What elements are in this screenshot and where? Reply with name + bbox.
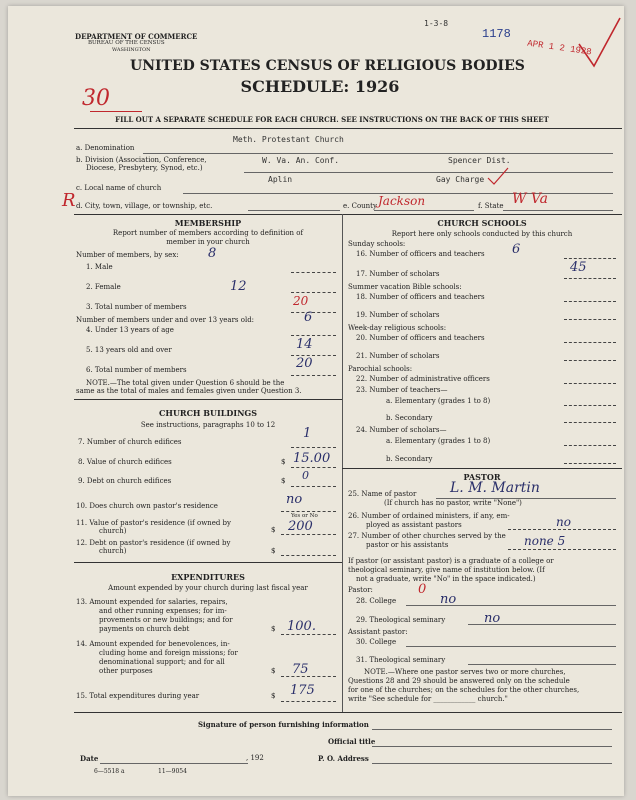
county-label: e. County xyxy=(343,202,377,210)
signature-line xyxy=(372,729,612,730)
po-address-line xyxy=(372,763,612,764)
q15-line xyxy=(281,701,336,702)
q13-label-3: provements or new buildings; and for xyxy=(99,616,233,624)
check-mark-icon xyxy=(486,166,510,186)
q26-value: no xyxy=(556,515,571,529)
schools-heading: CHURCH SCHOOLS xyxy=(437,218,527,228)
q31-line xyxy=(468,664,616,665)
q10-value: no xyxy=(286,492,303,507)
q23b-label: b. Secondary xyxy=(386,414,433,422)
q12-label: 12. Debt on pastor's residence (if owned by xyxy=(76,539,231,547)
q13-dollar: $ xyxy=(271,625,276,633)
local-name-label: c. Local name of church xyxy=(76,184,162,192)
q26-line xyxy=(508,529,616,530)
q15-label: 15. Total expenditures during year xyxy=(76,692,200,700)
q13-label: 13. Amount expended for salaries, repairs, xyxy=(76,598,228,606)
bureau-line: BUREAU OF THE CENSUS xyxy=(88,40,165,46)
q22-line xyxy=(564,383,616,384)
q20-label: 20. Number of officers and teachers xyxy=(356,334,485,342)
q21-line xyxy=(564,360,616,361)
q28-line xyxy=(406,605,616,606)
red-r-annotation: R xyxy=(62,190,76,211)
q25-label: 25. Name of pastor xyxy=(348,490,417,498)
q9-line xyxy=(291,486,336,487)
q4-label: 4. Under 13 years of age xyxy=(86,326,174,334)
q1-value: 8 xyxy=(208,246,217,261)
q12-line xyxy=(281,555,336,556)
q11-label: 11. Value of pastor's residence (if owned by xyxy=(76,519,231,527)
q14-value: 75 xyxy=(292,662,309,677)
q31-label: 31. Theological seminary xyxy=(356,656,446,664)
header-rule xyxy=(74,128,622,129)
grad-note-1: If pastor (or assistant pastor) is a graduate of a college or xyxy=(348,557,554,565)
schools-sub: Report here only schools conducted by this church xyxy=(391,230,573,238)
column-divider xyxy=(342,214,343,712)
age-intro: Number of members under and over 13 years old: xyxy=(76,316,255,324)
buildings-heading: CHURCH BUILDINGS xyxy=(159,408,257,418)
q3-line xyxy=(291,312,336,313)
q28-mark: 0 xyxy=(418,582,427,597)
q7-label: 7. Number of church edifices xyxy=(78,438,182,446)
division-line xyxy=(244,172,613,173)
pastor-note-3: for one of the churches; on the schedules for the other churches, xyxy=(348,686,580,694)
section-rule xyxy=(74,214,622,215)
denomination-line xyxy=(143,153,613,154)
q24b-label: b. Secondary xyxy=(386,455,433,463)
division-value: W. Va. An. Conf. xyxy=(262,156,340,165)
q3-value: 20 xyxy=(293,294,309,308)
q13-value: 100. xyxy=(287,619,316,634)
q2-label: 2. Female xyxy=(86,283,121,291)
q14-label-2: cluding home and foreign missions; for xyxy=(99,649,238,657)
state-label: f. State xyxy=(478,202,504,210)
q8-dollar: $ xyxy=(281,458,286,466)
q22-label: 22. Number of administrative officers xyxy=(356,375,490,383)
local-name-value: Aplin xyxy=(268,175,293,184)
q15-value: 175 xyxy=(290,683,315,698)
q2-line xyxy=(291,292,336,293)
vacation-label: Summer vacation Bible schools: xyxy=(348,283,462,291)
division-label-2: Diocese, Presbytery, Synod, etc.) xyxy=(86,164,203,172)
q17-line xyxy=(564,278,616,279)
date-label: Date xyxy=(80,754,99,763)
parochial-label: Parochial schools: xyxy=(348,365,413,373)
membership-note-2: same as the total of males and females given under Question 3. xyxy=(76,387,302,395)
grad-note-3: not a graduate, write "No" in the space indicated.) xyxy=(356,575,536,583)
q26-label-2: ployed as assistant pastors xyxy=(366,521,462,529)
q3-label: 3. Total number of members xyxy=(86,303,187,311)
q16-line xyxy=(564,258,616,259)
q18-line xyxy=(564,301,616,302)
q30-line xyxy=(406,646,616,647)
q28-label: 28. College xyxy=(356,597,397,605)
membership-rule xyxy=(74,399,342,400)
form-code-2: 11—9054 xyxy=(158,768,187,775)
q23a-label: a. Elementary (grades 1 to 8) xyxy=(386,397,491,405)
official-title-label: Official title xyxy=(328,737,376,746)
q14-label-3: denominational support; and for all xyxy=(99,658,225,666)
denomination-value: Meth. Protestant Church xyxy=(233,135,344,144)
q2-value: 12 xyxy=(230,279,247,294)
q13-label-4: payments on church debt xyxy=(99,625,190,633)
grad-note-2: theological seminary, give name of institution below. (If xyxy=(348,566,545,574)
q26-label: 26. Number of ordained ministers, if any, em- xyxy=(348,512,510,520)
po-address-label: P. O. Address xyxy=(318,754,369,763)
q27-line xyxy=(508,549,616,550)
signature-label: Signature of person furnishing information xyxy=(198,720,369,729)
city-line: WASHINGTON xyxy=(112,47,151,53)
membership-note: NOTE.—The total given under Question 6 should be the xyxy=(86,379,285,387)
q11-line xyxy=(281,534,336,535)
date-line xyxy=(100,763,248,764)
county-line xyxy=(374,210,474,211)
weekday-label: Week-day religious schools: xyxy=(348,324,447,332)
q27-label-2: pastor or his assistants xyxy=(366,541,449,549)
q24a-line xyxy=(564,445,616,446)
q10-line xyxy=(281,511,336,512)
division-label: b. Division (Association, Conference, xyxy=(76,156,207,164)
q9-dollar: $ xyxy=(281,477,286,485)
q6-line xyxy=(291,375,336,376)
q23-label: 23. Number of teachers— xyxy=(356,386,448,394)
expenditures-sub: Amount expended by your church during last fiscal year xyxy=(108,584,308,592)
district-value: Spencer Dist. xyxy=(448,156,511,165)
q23a-line xyxy=(564,405,616,406)
q8-value: 15.00 xyxy=(293,451,331,466)
received-date-stamp: APR 1 2 1928 xyxy=(526,38,593,58)
q25-value: L. M. Martin xyxy=(450,480,540,496)
form-subtitle: SCHEDULE: 1926 xyxy=(240,77,400,96)
pastor-note-1: NOTE.—Where one pastor serves two or more churches, xyxy=(364,668,566,676)
q19-line xyxy=(564,319,616,320)
state-line xyxy=(503,210,613,211)
q13-line xyxy=(281,634,336,635)
q15-dollar: $ xyxy=(271,692,276,700)
q14-line xyxy=(281,676,336,677)
q1-line xyxy=(291,272,336,273)
membership-heading: MEMBERSHIP xyxy=(174,218,242,228)
asst-pastor-label: Assistant pastor: xyxy=(348,628,408,636)
q6-value: 20 xyxy=(296,356,313,371)
buildings-sub: See instructions, paragraphs 10 to 12 xyxy=(140,421,276,429)
q17-value: 45 xyxy=(570,260,587,275)
charge-value: Gay Charge xyxy=(436,175,485,184)
q24b-line xyxy=(564,463,616,464)
red-number-annotation: 30 xyxy=(82,86,110,111)
buildings-rule xyxy=(74,562,342,563)
q29-line xyxy=(468,624,616,625)
census-schedule-sheet xyxy=(8,6,624,796)
q29-value: no xyxy=(484,611,501,626)
q9-value: 0 xyxy=(302,469,309,482)
q14-dollar: $ xyxy=(271,667,276,675)
q30-label: 30. College xyxy=(356,638,397,646)
q4-line xyxy=(291,335,336,336)
q7-line xyxy=(291,447,336,448)
q5-value: 14 xyxy=(296,337,313,352)
sunday-label: Sunday schools: xyxy=(348,240,406,248)
q14-label-4: other purposes xyxy=(99,667,153,675)
q8-label: 8. Value of church edifices xyxy=(78,458,172,466)
schools-rule xyxy=(342,468,622,469)
by-sex-label: Number of members, by sex: xyxy=(76,251,179,259)
form-title: UNITED STATES CENSUS OF RELIGIOUS BODIES xyxy=(130,58,525,74)
q29-label: 29. Theological seminary xyxy=(356,616,446,624)
q23b-line xyxy=(564,422,616,423)
red-check-mark-icon xyxy=(574,14,624,74)
membership-sub-2: member in your church xyxy=(166,238,250,246)
q5-label: 5. 13 years old and over xyxy=(86,346,172,354)
q16-value: 6 xyxy=(512,242,521,257)
q24-label: 24. Number of scholars— xyxy=(356,426,447,434)
membership-sub: Report number of members according to definition of xyxy=(112,229,304,237)
instructions-line: FILL OUT A SEPARATE SCHEDULE FOR EACH CHURCH. SEE INSTRUCTIONS ON THE BACK OF THIS SHEET xyxy=(115,115,549,124)
denomination-label: a. Denomination xyxy=(76,144,135,152)
department-line: DEPARTMENT OF COMMERCE xyxy=(75,32,198,41)
expenditures-heading: EXPENDITURES xyxy=(171,572,245,582)
q12-label-2: church) xyxy=(99,547,127,555)
q25-note: (If church has no pastor, write "None") xyxy=(384,499,522,507)
stamp-number: 1178 xyxy=(482,27,511,41)
q10-label: 10. Does church own pastor's residence xyxy=(76,502,218,510)
pastor-note-2: Questions 28 and 29 should be answered only on the schedule xyxy=(348,677,570,685)
official-title-line xyxy=(372,746,612,747)
pastor-sub-label: Pastor: xyxy=(348,586,373,594)
yes-no-hint: Yes or No xyxy=(291,513,318,519)
q28-value: no xyxy=(440,592,457,607)
form-code-1: 6—5518 a xyxy=(94,768,125,775)
red-underline xyxy=(90,111,142,112)
q12-dollar: $ xyxy=(271,547,276,555)
city-label: d. City, town, village, or township, etc. xyxy=(76,202,213,210)
q18-label: 18. Number of officers and teachers xyxy=(356,293,485,301)
q24a-label: a. Elementary (grades 1 to 8) xyxy=(386,437,491,445)
q20-line xyxy=(564,342,616,343)
q11-label-2: church) xyxy=(99,527,127,535)
q7-value: 1 xyxy=(303,426,312,441)
q11-value: 200 xyxy=(288,519,313,534)
form-code: 1-3-8 xyxy=(424,19,449,28)
year-label: , 192 xyxy=(246,754,264,762)
county-value: Jackson xyxy=(378,194,426,208)
q27-label: 27. Number of other churches served by the xyxy=(348,532,506,540)
q9-label: 9. Debt on church edifices xyxy=(78,477,172,485)
pastor-heading: PASTOR xyxy=(463,472,501,482)
q27-value: none 5 xyxy=(524,534,566,548)
q19-label: 19. Number of scholars xyxy=(356,311,440,319)
pastor-note-4: write "See schedule for ____________ church." xyxy=(348,695,508,703)
q13-label-2: and other running expenses; for im- xyxy=(99,607,227,615)
footer-rule xyxy=(74,712,622,713)
q21-label: 21. Number of scholars xyxy=(356,352,440,360)
age-note-value: 6 xyxy=(304,310,313,325)
q1-label: 1. Male xyxy=(86,263,113,271)
q17-label: 17. Number of scholars xyxy=(356,270,440,278)
q6-label: 6. Total number of members xyxy=(86,366,187,374)
q8-line xyxy=(291,467,336,468)
q11-dollar: $ xyxy=(271,526,276,534)
q14-label: 14. Amount expended for benevolences, in- xyxy=(76,640,230,648)
q16-label: 16. Number of officers and teachers xyxy=(356,250,485,258)
state-value: W Va xyxy=(512,191,549,207)
city-line xyxy=(248,210,340,211)
